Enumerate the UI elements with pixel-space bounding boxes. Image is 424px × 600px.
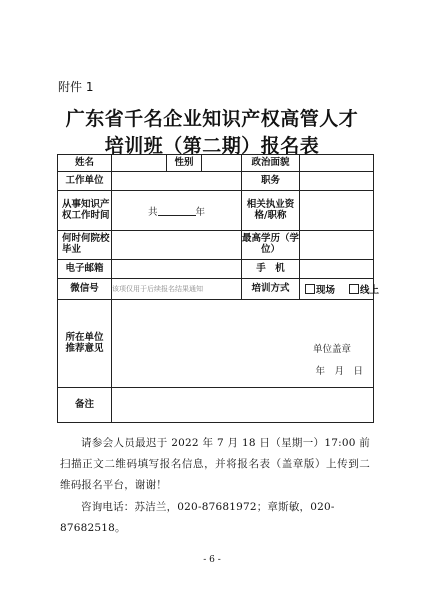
- graduation-school-label: 何时何院校毕业: [58, 231, 112, 260]
- training-mode-label: 培训方式: [242, 279, 300, 300]
- contact-info: 咨询电话：苏洁兰，020-87681972；章斯敏，020-87682518。: [60, 501, 335, 534]
- ip-years-prefix: 共: [147, 206, 158, 218]
- wechat-note[interactable]: 该项仅用于后续报名结果通知: [112, 279, 242, 300]
- graduation-school-field[interactable]: [112, 231, 242, 260]
- position-field[interactable]: [300, 172, 374, 191]
- onsite-checkbox[interactable]: [305, 284, 315, 294]
- political-status-field[interactable]: [300, 155, 374, 172]
- online-checkbox[interactable]: [349, 284, 359, 294]
- registration-instructions: 请参会人员最迟于 2022 年 7 月 18 日（星期一）17:00 前扫描正文二维码填写报名信息，并将报名表（盖章版）上传到二维码报名平台，谢谢！: [60, 437, 370, 491]
- gender-field[interactable]: [202, 155, 242, 172]
- form-title-line1: 广东省千名企业知识产权高管人才: [65, 108, 359, 130]
- email-label: 电子邮箱: [58, 260, 112, 279]
- political-status-label: 政治面貌: [242, 155, 300, 172]
- mobile-label: 手 机: [242, 260, 300, 279]
- gender-label: 性别: [167, 155, 202, 172]
- qualification-field[interactable]: [300, 191, 374, 231]
- email-field[interactable]: [112, 260, 242, 279]
- ip-years-suffix: 年: [195, 206, 206, 218]
- position-label: 职务: [242, 172, 300, 191]
- education-label: 最高学历（学位）: [242, 231, 300, 260]
- wechat-label: 微信号: [58, 279, 112, 300]
- education-field[interactable]: [300, 231, 374, 260]
- form-title-line2: 培训班（第二期）报名表: [104, 135, 320, 157]
- name-label: 姓名: [58, 155, 112, 172]
- ip-work-years-label: 从事知识产权工作时间: [58, 191, 112, 231]
- remarks-label: 备注: [58, 388, 112, 423]
- seal-area: [112, 300, 373, 387]
- onsite-option[interactable]: [305, 285, 349, 296]
- name-field[interactable]: [112, 155, 167, 172]
- online-option[interactable]: [349, 285, 393, 296]
- employer-field[interactable]: [112, 172, 242, 191]
- date-label: 年 月 日: [315, 366, 364, 377]
- seal-label: 单位盖章: [313, 344, 352, 355]
- onsite-option-label: 现场: [316, 285, 336, 296]
- training-mode-options: [300, 279, 380, 300]
- ip-work-years-field[interactable]: [112, 191, 242, 231]
- ip-years-blank[interactable]: [158, 206, 196, 216]
- recommendation-field[interactable]: [112, 300, 374, 388]
- employer-label: 工作单位: [58, 172, 112, 191]
- qualification-label: 相关执业资格/职称: [242, 191, 300, 231]
- recommendation-label: 所在单位推荐意见: [58, 300, 112, 388]
- remarks-field[interactable]: [112, 388, 374, 423]
- online-option-label: 线上: [360, 285, 380, 296]
- registration-form-table: [57, 154, 380, 423]
- mobile-field[interactable]: [300, 260, 374, 279]
- page-number: - 6 -: [203, 555, 221, 565]
- attachment-label: 附件 1: [58, 80, 94, 94]
